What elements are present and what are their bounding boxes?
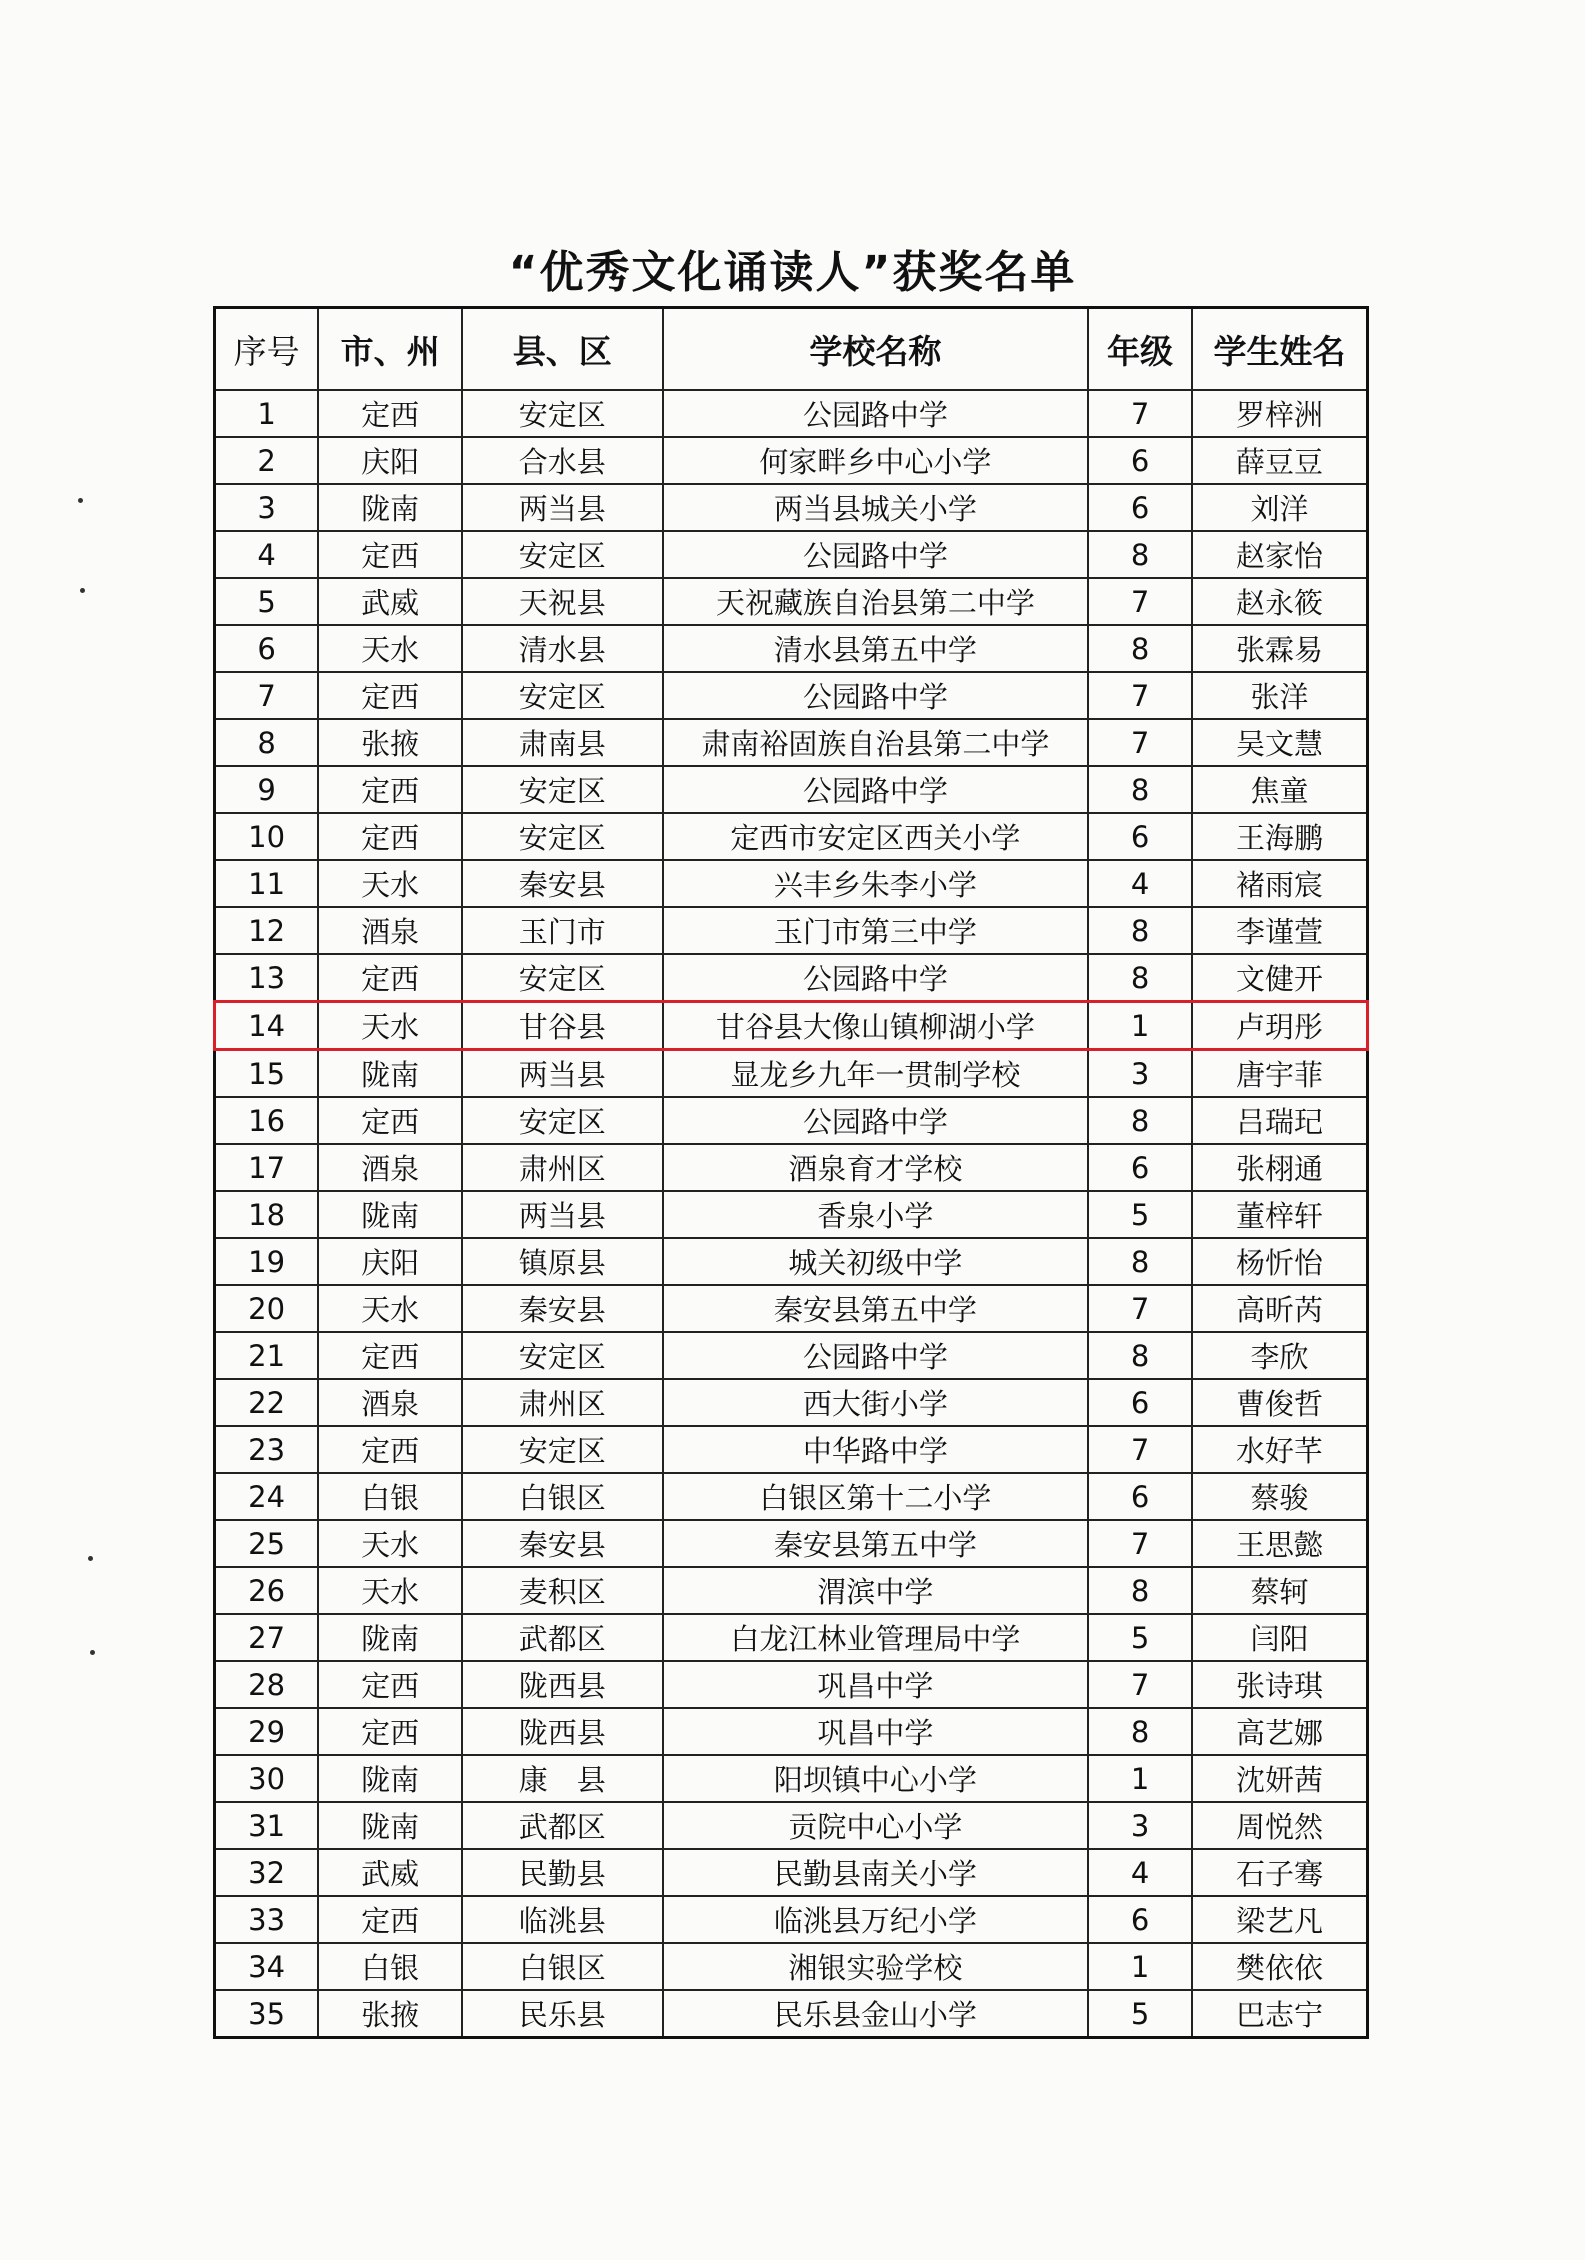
cell-index: 21 bbox=[215, 1332, 319, 1379]
cell-grade: 8 bbox=[1088, 907, 1192, 954]
cell-city: 定西 bbox=[318, 1661, 462, 1708]
cell-city: 张掖 bbox=[318, 1990, 462, 2038]
cell-city: 定西 bbox=[318, 1896, 462, 1943]
cell-county: 安定区 bbox=[462, 672, 663, 719]
cell-county: 玉门市 bbox=[462, 907, 663, 954]
cell-city: 武威 bbox=[318, 578, 462, 625]
cell-index: 14 bbox=[215, 1002, 319, 1050]
cell-school: 显龙乡九年一贯制学校 bbox=[663, 1050, 1089, 1098]
cell-school: 公园路中学 bbox=[663, 672, 1089, 719]
cell-grade: 7 bbox=[1088, 1661, 1192, 1708]
table-row bbox=[215, 1755, 1368, 1802]
cell-school: 公园路中学 bbox=[663, 1097, 1089, 1144]
table-row bbox=[215, 1473, 1368, 1520]
cell-index: 8 bbox=[215, 719, 319, 766]
cell-school: 渭滨中学 bbox=[663, 1567, 1089, 1614]
cell-city: 天水 bbox=[318, 625, 462, 672]
cell-city: 定西 bbox=[318, 1097, 462, 1144]
cell-student-name: 樊依依 bbox=[1192, 1943, 1368, 1990]
cell-city: 陇南 bbox=[318, 484, 462, 531]
cell-student-name: 高昕芮 bbox=[1192, 1285, 1368, 1332]
cell-county: 两当县 bbox=[462, 1191, 663, 1238]
cell-student-name: 王思懿 bbox=[1192, 1520, 1368, 1567]
cell-index: 30 bbox=[215, 1755, 319, 1802]
cell-student-name: 刘洋 bbox=[1192, 484, 1368, 531]
cell-student-name: 曹俊哲 bbox=[1192, 1379, 1368, 1426]
scan-speck bbox=[90, 1650, 95, 1655]
cell-city: 天水 bbox=[318, 1520, 462, 1567]
cell-index: 12 bbox=[215, 907, 319, 954]
cell-grade: 8 bbox=[1088, 625, 1192, 672]
cell-index: 1 bbox=[215, 390, 319, 437]
header-grade: 年级 bbox=[1088, 308, 1192, 391]
cell-city: 陇南 bbox=[318, 1050, 462, 1098]
cell-city: 定西 bbox=[318, 1426, 462, 1473]
table-row bbox=[215, 625, 1368, 672]
cell-school: 巩昌中学 bbox=[663, 1661, 1089, 1708]
cell-city: 陇南 bbox=[318, 1755, 462, 1802]
cell-school: 贡院中心小学 bbox=[663, 1802, 1089, 1849]
header-student-name: 学生姓名 bbox=[1192, 308, 1368, 391]
cell-school: 香泉小学 bbox=[663, 1191, 1089, 1238]
cell-county: 天祝县 bbox=[462, 578, 663, 625]
header-city: 市、州 bbox=[318, 308, 462, 391]
cell-index: 32 bbox=[215, 1849, 319, 1896]
cell-index: 33 bbox=[215, 1896, 319, 1943]
cell-school: 湘银实验学校 bbox=[663, 1943, 1089, 1990]
table-row bbox=[215, 719, 1368, 766]
cell-city: 天水 bbox=[318, 1567, 462, 1614]
cell-city: 定西 bbox=[318, 1708, 462, 1755]
cell-city: 定西 bbox=[318, 1332, 462, 1379]
cell-index: 6 bbox=[215, 625, 319, 672]
cell-grade: 3 bbox=[1088, 1050, 1192, 1098]
cell-index: 19 bbox=[215, 1238, 319, 1285]
cell-index: 25 bbox=[215, 1520, 319, 1567]
cell-grade: 8 bbox=[1088, 1708, 1192, 1755]
cell-student-name: 李欣 bbox=[1192, 1332, 1368, 1379]
table-row bbox=[215, 578, 1368, 625]
cell-county: 两当县 bbox=[462, 1050, 663, 1098]
cell-school: 白龙江林业管理局中学 bbox=[663, 1614, 1089, 1661]
scan-speck bbox=[78, 498, 83, 503]
cell-city: 天水 bbox=[318, 860, 462, 907]
cell-student-name: 薛豆豆 bbox=[1192, 437, 1368, 484]
cell-county: 秦安县 bbox=[462, 1285, 663, 1332]
cell-index: 3 bbox=[215, 484, 319, 531]
cell-county: 民勤县 bbox=[462, 1849, 663, 1896]
cell-index: 9 bbox=[215, 766, 319, 813]
table-row bbox=[215, 672, 1368, 719]
cell-student-name: 梁艺凡 bbox=[1192, 1896, 1368, 1943]
cell-student-name: 文健开 bbox=[1192, 954, 1368, 1002]
cell-school: 秦安县第五中学 bbox=[663, 1520, 1089, 1567]
cell-grade: 7 bbox=[1088, 578, 1192, 625]
cell-county: 肃州区 bbox=[462, 1144, 663, 1191]
cell-city: 陇南 bbox=[318, 1614, 462, 1661]
cell-school: 酒泉育才学校 bbox=[663, 1144, 1089, 1191]
cell-index: 7 bbox=[215, 672, 319, 719]
cell-county: 安定区 bbox=[462, 954, 663, 1002]
cell-grade: 5 bbox=[1088, 1990, 1192, 2038]
cell-index: 24 bbox=[215, 1473, 319, 1520]
cell-student-name: 唐宇菲 bbox=[1192, 1050, 1368, 1098]
cell-index: 22 bbox=[215, 1379, 319, 1426]
cell-county: 陇西县 bbox=[462, 1661, 663, 1708]
table-row bbox=[215, 1520, 1368, 1567]
cell-school: 巩昌中学 bbox=[663, 1708, 1089, 1755]
cell-city: 天水 bbox=[318, 1002, 462, 1050]
cell-index: 26 bbox=[215, 1567, 319, 1614]
cell-student-name: 高艺娜 bbox=[1192, 1708, 1368, 1755]
cell-index: 10 bbox=[215, 813, 319, 860]
cell-school: 兴丰乡朱李小学 bbox=[663, 860, 1089, 907]
cell-county: 秦安县 bbox=[462, 1520, 663, 1567]
cell-county: 白银区 bbox=[462, 1473, 663, 1520]
table-row bbox=[215, 1849, 1368, 1896]
table-row-highlighted bbox=[215, 1002, 1368, 1050]
cell-grade: 6 bbox=[1088, 1896, 1192, 1943]
cell-city: 武威 bbox=[318, 1849, 462, 1896]
cell-school: 民勤县南关小学 bbox=[663, 1849, 1089, 1896]
document-title: “优秀文化诵读人”获奖名单 bbox=[508, 247, 1077, 298]
cell-school: 公园路中学 bbox=[663, 954, 1089, 1002]
cell-student-name: 褚雨宸 bbox=[1192, 860, 1368, 907]
cell-grade: 8 bbox=[1088, 1238, 1192, 1285]
cell-grade: 7 bbox=[1088, 719, 1192, 766]
cell-student-name: 张栩通 bbox=[1192, 1144, 1368, 1191]
cell-city: 酒泉 bbox=[318, 1379, 462, 1426]
table-row bbox=[215, 390, 1368, 437]
cell-county: 安定区 bbox=[462, 390, 663, 437]
cell-index: 27 bbox=[215, 1614, 319, 1661]
cell-city: 酒泉 bbox=[318, 907, 462, 954]
table-row bbox=[215, 860, 1368, 907]
cell-county: 镇原县 bbox=[462, 1238, 663, 1285]
cell-county: 安定区 bbox=[462, 766, 663, 813]
cell-student-name: 张洋 bbox=[1192, 672, 1368, 719]
table-row bbox=[215, 1426, 1368, 1473]
cell-index: 16 bbox=[215, 1097, 319, 1144]
cell-student-name: 蔡轲 bbox=[1192, 1567, 1368, 1614]
cell-school: 天祝藏族自治县第二中学 bbox=[663, 578, 1089, 625]
cell-grade: 7 bbox=[1088, 1520, 1192, 1567]
cell-student-name: 闫阳 bbox=[1192, 1614, 1368, 1661]
cell-student-name: 沈妍茜 bbox=[1192, 1755, 1368, 1802]
table-row bbox=[215, 766, 1368, 813]
table-row bbox=[215, 1097, 1368, 1144]
cell-grade: 6 bbox=[1088, 484, 1192, 531]
cell-county: 肃州区 bbox=[462, 1379, 663, 1426]
cell-grade: 6 bbox=[1088, 437, 1192, 484]
table-header-row bbox=[215, 308, 1368, 391]
cell-city: 白银 bbox=[318, 1473, 462, 1520]
cell-school: 肃南裕固族自治县第二中学 bbox=[663, 719, 1089, 766]
table-row bbox=[215, 907, 1368, 954]
cell-school: 公园路中学 bbox=[663, 390, 1089, 437]
cell-grade: 8 bbox=[1088, 1332, 1192, 1379]
cell-school: 玉门市第三中学 bbox=[663, 907, 1089, 954]
cell-index: 17 bbox=[215, 1144, 319, 1191]
award-list-table bbox=[213, 306, 1369, 2039]
cell-school: 城关初级中学 bbox=[663, 1238, 1089, 1285]
cell-index: 11 bbox=[215, 860, 319, 907]
cell-student-name: 赵永筱 bbox=[1192, 578, 1368, 625]
cell-school: 中华路中学 bbox=[663, 1426, 1089, 1473]
cell-index: 13 bbox=[215, 954, 319, 1002]
cell-grade: 5 bbox=[1088, 1614, 1192, 1661]
cell-grade: 8 bbox=[1088, 531, 1192, 578]
cell-student-name: 蔡骏 bbox=[1192, 1473, 1368, 1520]
cell-grade: 6 bbox=[1088, 1473, 1192, 1520]
table-row bbox=[215, 1285, 1368, 1332]
cell-school: 阳坝镇中心小学 bbox=[663, 1755, 1089, 1802]
cell-index: 20 bbox=[215, 1285, 319, 1332]
table-row bbox=[215, 1332, 1368, 1379]
cell-grade: 7 bbox=[1088, 390, 1192, 437]
cell-county: 康 县 bbox=[462, 1755, 663, 1802]
cell-student-name: 王海鹏 bbox=[1192, 813, 1368, 860]
cell-school: 公园路中学 bbox=[663, 766, 1089, 813]
cell-county: 肃南县 bbox=[462, 719, 663, 766]
cell-grade: 8 bbox=[1088, 1097, 1192, 1144]
cell-grade: 6 bbox=[1088, 1379, 1192, 1426]
cell-school: 西大街小学 bbox=[663, 1379, 1089, 1426]
cell-student-name: 董梓轩 bbox=[1192, 1191, 1368, 1238]
cell-county: 清水县 bbox=[462, 625, 663, 672]
cell-grade: 7 bbox=[1088, 1426, 1192, 1473]
table-row bbox=[215, 484, 1368, 531]
cell-city: 陇南 bbox=[318, 1191, 462, 1238]
cell-school: 白银区第十二小学 bbox=[663, 1473, 1089, 1520]
cell-county: 武都区 bbox=[462, 1802, 663, 1849]
table-row bbox=[215, 1802, 1368, 1849]
cell-grade: 7 bbox=[1088, 672, 1192, 719]
cell-student-name: 吴文慧 bbox=[1192, 719, 1368, 766]
cell-county: 白银区 bbox=[462, 1943, 663, 1990]
table-row bbox=[215, 1379, 1368, 1426]
cell-student-name: 李谨萱 bbox=[1192, 907, 1368, 954]
cell-student-name: 赵家怡 bbox=[1192, 531, 1368, 578]
scan-speck bbox=[80, 588, 85, 593]
table-row bbox=[215, 1896, 1368, 1943]
cell-county: 安定区 bbox=[462, 1426, 663, 1473]
header-county: 县、区 bbox=[462, 308, 663, 391]
cell-grade: 6 bbox=[1088, 813, 1192, 860]
cell-index: 29 bbox=[215, 1708, 319, 1755]
cell-student-name: 罗梓洲 bbox=[1192, 390, 1368, 437]
table-row bbox=[215, 1943, 1368, 1990]
cell-county: 两当县 bbox=[462, 484, 663, 531]
cell-grade: 3 bbox=[1088, 1802, 1192, 1849]
cell-grade: 4 bbox=[1088, 1849, 1192, 1896]
cell-school: 临洮县万纪小学 bbox=[663, 1896, 1089, 1943]
cell-grade: 8 bbox=[1088, 1567, 1192, 1614]
table-row bbox=[215, 1567, 1368, 1614]
cell-county: 临洮县 bbox=[462, 1896, 663, 1943]
cell-county: 秦安县 bbox=[462, 860, 663, 907]
cell-city: 庆阳 bbox=[318, 1238, 462, 1285]
cell-grade: 8 bbox=[1088, 766, 1192, 813]
table-row bbox=[215, 1614, 1368, 1661]
cell-student-name: 水好芊 bbox=[1192, 1426, 1368, 1473]
cell-city: 酒泉 bbox=[318, 1144, 462, 1191]
cell-city: 定西 bbox=[318, 766, 462, 813]
cell-county: 麦积区 bbox=[462, 1567, 663, 1614]
cell-school: 两当县城关小学 bbox=[663, 484, 1089, 531]
cell-school: 公园路中学 bbox=[663, 1332, 1089, 1379]
cell-index: 15 bbox=[215, 1050, 319, 1098]
cell-county: 安定区 bbox=[462, 813, 663, 860]
cell-index: 35 bbox=[215, 1990, 319, 2038]
cell-city: 张掖 bbox=[318, 719, 462, 766]
cell-index: 34 bbox=[215, 1943, 319, 1990]
cell-city: 定西 bbox=[318, 813, 462, 860]
cell-county: 合水县 bbox=[462, 437, 663, 484]
cell-index: 28 bbox=[215, 1661, 319, 1708]
table-row bbox=[215, 954, 1368, 1002]
cell-city: 定西 bbox=[318, 390, 462, 437]
cell-grade: 5 bbox=[1088, 1191, 1192, 1238]
cell-school: 清水县第五中学 bbox=[663, 625, 1089, 672]
cell-student-name: 石子骞 bbox=[1192, 1849, 1368, 1896]
cell-city: 陇南 bbox=[318, 1802, 462, 1849]
table-row bbox=[215, 531, 1368, 578]
cell-student-name: 焦童 bbox=[1192, 766, 1368, 813]
cell-student-name: 张诗琪 bbox=[1192, 1661, 1368, 1708]
cell-county: 民乐县 bbox=[462, 1990, 663, 2038]
cell-school: 甘谷县大像山镇柳湖小学 bbox=[663, 1002, 1089, 1050]
cell-school: 何家畔乡中心小学 bbox=[663, 437, 1089, 484]
cell-grade: 1 bbox=[1088, 1943, 1192, 1990]
cell-school: 公园路中学 bbox=[663, 531, 1089, 578]
cell-index: 23 bbox=[215, 1426, 319, 1473]
table-row bbox=[215, 1191, 1368, 1238]
cell-county: 安定区 bbox=[462, 531, 663, 578]
table-row bbox=[215, 813, 1368, 860]
header-school: 学校名称 bbox=[663, 308, 1089, 391]
cell-city: 白银 bbox=[318, 1943, 462, 1990]
cell-grade: 6 bbox=[1088, 1144, 1192, 1191]
table-row bbox=[215, 1990, 1368, 2038]
cell-index: 4 bbox=[215, 531, 319, 578]
table-row bbox=[215, 1708, 1368, 1755]
cell-county: 武都区 bbox=[462, 1614, 663, 1661]
cell-school: 定西市安定区西关小学 bbox=[663, 813, 1089, 860]
cell-county: 安定区 bbox=[462, 1332, 663, 1379]
cell-county: 陇西县 bbox=[462, 1708, 663, 1755]
cell-county: 安定区 bbox=[462, 1097, 663, 1144]
table-row bbox=[215, 1238, 1368, 1285]
cell-school: 民乐县金山小学 bbox=[663, 1990, 1089, 2038]
cell-city: 庆阳 bbox=[318, 437, 462, 484]
cell-student-name: 卢玥彤 bbox=[1192, 1002, 1368, 1050]
cell-city: 定西 bbox=[318, 531, 462, 578]
cell-student-name: 吕瑞玘 bbox=[1192, 1097, 1368, 1144]
cell-index: 5 bbox=[215, 578, 319, 625]
cell-city: 天水 bbox=[318, 1285, 462, 1332]
cell-student-name: 张霖易 bbox=[1192, 625, 1368, 672]
cell-city: 定西 bbox=[318, 672, 462, 719]
cell-index: 31 bbox=[215, 1802, 319, 1849]
cell-school: 秦安县第五中学 bbox=[663, 1285, 1089, 1332]
cell-grade: 8 bbox=[1088, 954, 1192, 1002]
cell-grade: 7 bbox=[1088, 1285, 1192, 1332]
cell-grade: 4 bbox=[1088, 860, 1192, 907]
cell-city: 定西 bbox=[318, 954, 462, 1002]
cell-student-name: 杨忻怡 bbox=[1192, 1238, 1368, 1285]
table-row bbox=[215, 1661, 1368, 1708]
cell-student-name: 周悦然 bbox=[1192, 1802, 1368, 1849]
cell-grade: 1 bbox=[1088, 1755, 1192, 1802]
header-index: 序号 bbox=[215, 308, 319, 391]
cell-county: 甘谷县 bbox=[462, 1002, 663, 1050]
scan-speck bbox=[88, 1556, 93, 1561]
table-row bbox=[215, 437, 1368, 484]
cell-student-name: 巴志宁 bbox=[1192, 1990, 1368, 2038]
cell-index: 2 bbox=[215, 437, 319, 484]
table-row bbox=[215, 1050, 1368, 1098]
cell-grade: 1 bbox=[1088, 1002, 1192, 1050]
cell-index: 18 bbox=[215, 1191, 319, 1238]
table-row bbox=[215, 1144, 1368, 1191]
